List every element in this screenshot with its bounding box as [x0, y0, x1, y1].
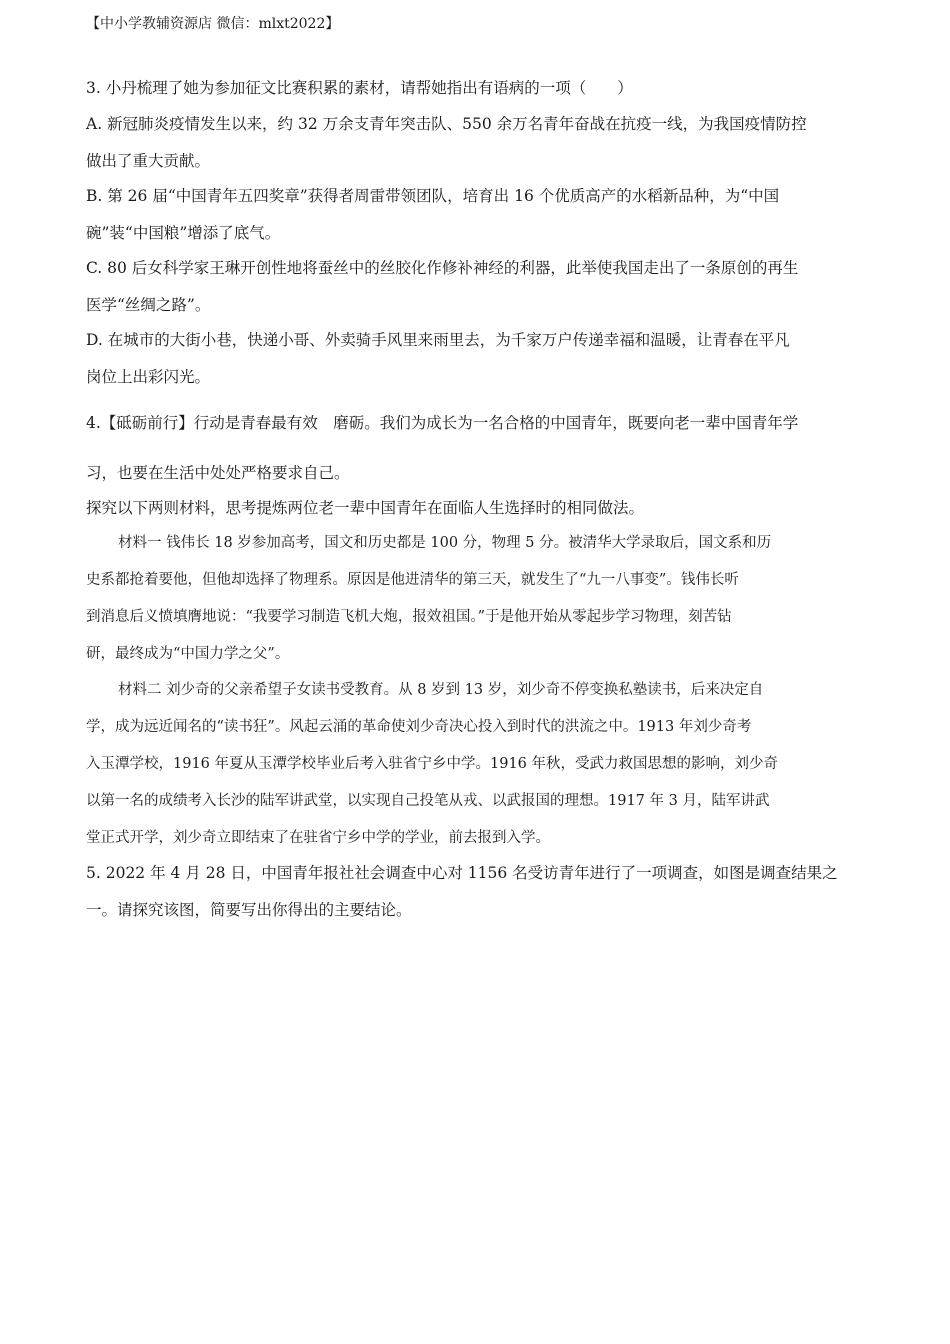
question-5-line-2: 一。请探究该图，简要写出你得出的主要结论。 — [86, 901, 412, 919]
question-5-line-1: 5. 2022 年 4 月 28 日，中国青年报社社会调查中心对 1156 名受访青年进行了一项调查，如图是调查结果之 — [86, 864, 838, 882]
question-4-line-2: 习，也要在生活中处处严格要求自己。 — [86, 464, 350, 482]
material-1-line-4: 研，最终成为“中国力学之父”。 — [86, 646, 290, 662]
option-b-line-2: 碗”装“中国粮”增添了底气。 — [86, 224, 281, 242]
option-c-line-1: C. 80 后女科学家王琳开创性地将蚕丝中的丝胶化作修补神经的利器，此举使我国走出了一条原创的再生 — [86, 259, 799, 277]
option-b-line-1: B. 第 26 届“中国青年五四奖章”获得者周雷带领团队，培育出 16 个优质高产的水稻新品种，为“中国 — [86, 187, 780, 205]
material-1-line-3: 到消息后义愤填膺地说：“我要学习制造飞机大炮，报效祖国。”于是他开始从零起步学习物理，刻苦钻 — [86, 609, 732, 625]
material-1-line-2: 史系都抢着要他，但他却选择了物理系。原因是他进清华的第三天，就发生了“九一八事变”。钱伟长听 — [86, 572, 739, 588]
material-2-line-1: 材料二 刘少奇的父亲希望子女读书受教育。从 8 岁到 13 岁，刘少奇不停变换私塾读书，后来决定自 — [118, 682, 764, 698]
option-d-line-1: D. 在城市的大街小巷，快递小哥、外卖骑手风里来雨里去，为千家万户传递幸福和温暖，让青春在平凡 — [86, 331, 790, 349]
question-4-instruction: 探究以下两则材料，思考提炼两位老一辈中国青年在面临人生选择时的相同做法。 — [86, 499, 645, 517]
material-2-line-4: 以第一名的成绩考入长沙的陆军讲武堂，以实现自己投笔从戎、以武报国的理想。1917 年 3 月，陆军讲武 — [86, 793, 770, 809]
option-a-line-1: A. 新冠肺炎疫情发生以来，约 32 万余支青年突击队、550 余万名青年奋战在抗疫一线，为我国疫情防控 — [86, 115, 807, 133]
material-1-line-1: 材料一 钱伟长 18 岁参加高考，国文和历史都是 100 分，物理 5 分。被清华大学录取后，国文系和历 — [118, 535, 772, 551]
header-watermark: 【中小学教辅资源店 微信：mlxt2022】 — [86, 16, 340, 32]
material-2-line-3: 入玉潭学校，1916 年夏从玉潭学校毕业后考入驻省宁乡中学。1916 年秋，受武力救国思想的影响，刘少奇 — [86, 756, 779, 772]
question-3-stem: 3. 小丹梳理了她为参加征文比赛积累的素材，请帮她指出有语病的一项（ ） — [86, 79, 633, 97]
material-2-line-5: 堂正式开学，刘少奇立即结束了在驻省宁乡中学的学业，前去报到入学。 — [86, 830, 550, 846]
option-c-line-2: 医学“丝绸之路”。 — [86, 296, 211, 314]
option-a-line-2: 做出了重大贡献。 — [86, 152, 211, 170]
question-4-line-1: 4.【砥砺前行】行动是青春最有效 磨砺。我们为成长为一名合格的中国青年，既要向老一辈中国青年学 — [86, 414, 799, 432]
option-d-line-2: 岗位上出彩闪光。 — [86, 368, 211, 386]
material-2-line-2: 学，成为远近闻名的“读书狂”。风起云涌的革命使刘少奇决心投入到时代的洪流之中。1913 年刘少奇考 — [86, 719, 752, 735]
